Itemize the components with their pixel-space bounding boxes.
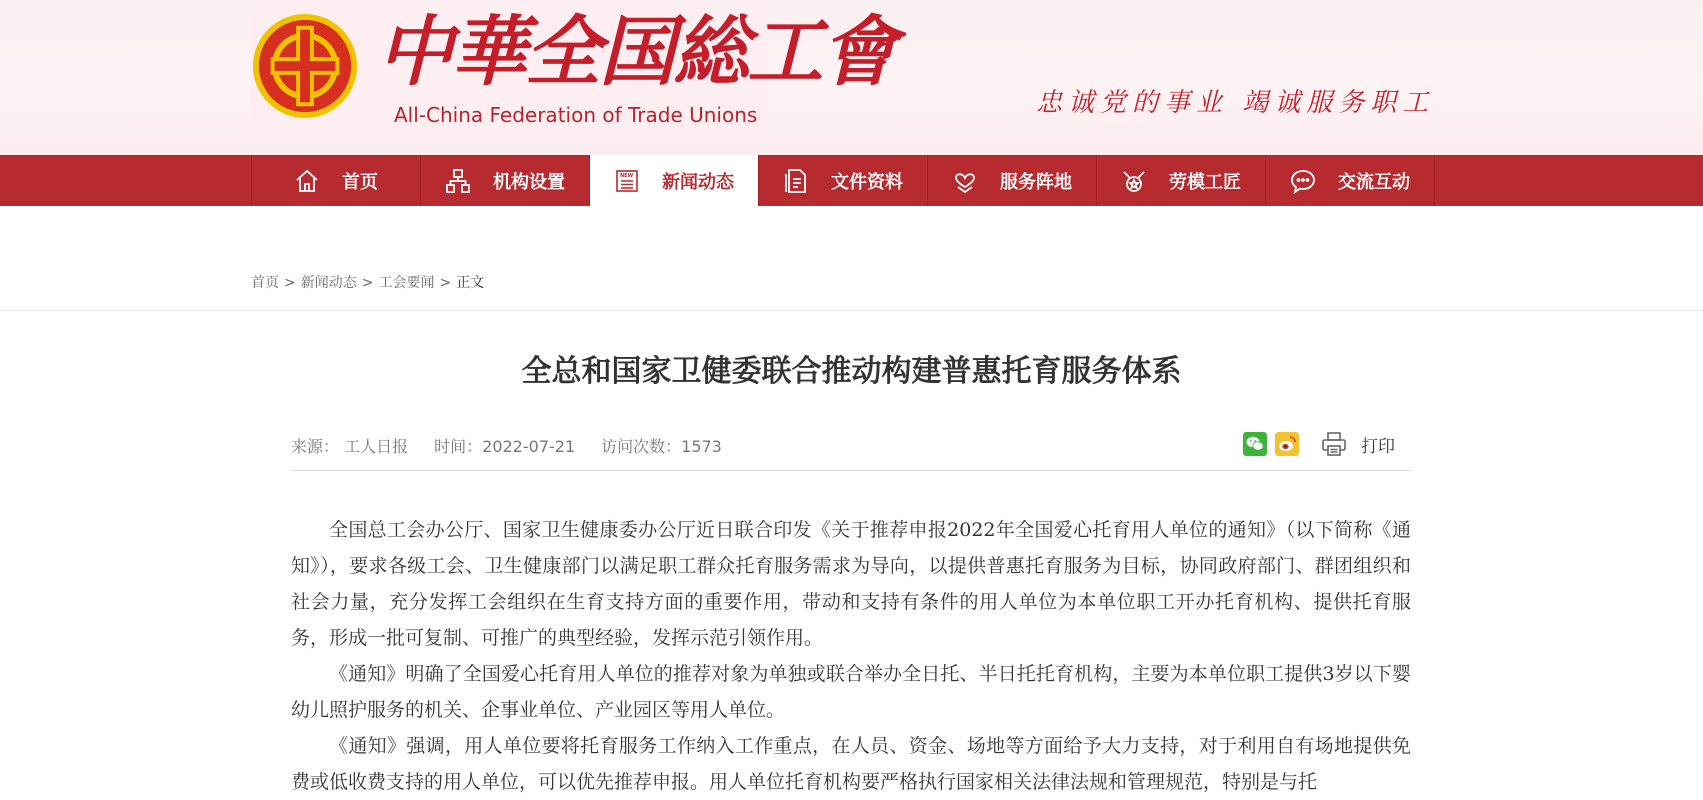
section-divider	[0, 310, 1703, 311]
article-visits	[601, 434, 722, 457]
nav-item-interaction[interactable]	[1266, 155, 1435, 206]
breadcrumb-news[interactable]: 新闻动态	[300, 275, 357, 291]
printer-icon	[1321, 431, 1347, 457]
breadcrumb-current: 正文	[456, 275, 485, 291]
union-emblem-icon	[251, 11, 359, 121]
site-header	[0, 0, 1703, 155]
share-toolbar	[1243, 431, 1395, 457]
nav-label: 新闻动态	[662, 171, 734, 193]
article-meta	[291, 434, 722, 457]
visits-value: 1573	[681, 437, 722, 456]
logo-english-text: All-China Federation of Trade Unions	[394, 103, 758, 127]
nav-label: 机构设置	[493, 171, 565, 193]
visits-label: 访问次数：	[601, 437, 682, 456]
article-paragraph: 全国总工会办公厅、国家卫生健康委办公厅近日联合印发《关于推荐申报2022年全国爱心托育用人单位的通知》（以下简称《通知》），要求各级工会、卫生健康部门以满足职工群众托育服务需求为导向，以提供普惠托育服务为目标，协同政府部门、群团组织和社会力量，充分发挥工会组织在生育支持方面的重要作用，带动和支持有条件的用人单位为本单位职工开办托育机构、提供托育服务，形成一批可复制、可推广的典型经验，发挥示范引领作用。	[291, 519, 1411, 649]
article-title: 全总和国家卫健委联合推动构建普惠托育服务体系	[521, 354, 1182, 389]
nav-item-service[interactable]	[928, 155, 1097, 206]
article-paragraph: 《通知》强调，用人单位要将托育服务工作纳入工作重点，在人员、资金、场地等方面给予大力支持，对于利用自有场地提供免费或低收费支持的用人单位，可以优先推荐申报。用人单位托育机构要严格执行国家相关法律法规和管理规范，特别是与托	[291, 735, 1411, 793]
org-chart-icon	[445, 168, 471, 194]
nav-item-news[interactable]	[590, 155, 759, 206]
breadcrumb-union-news[interactable]: 工会要闻	[378, 275, 435, 291]
meta-divider	[291, 470, 1411, 471]
breadcrumb-separator: >	[361, 275, 374, 291]
news-icon	[614, 168, 640, 194]
chat-icon	[1290, 168, 1316, 194]
time-label: 时间：	[434, 437, 483, 456]
logo-chinese-text: 中華全国総工會	[377, 7, 895, 96]
print-label: 打印	[1361, 436, 1395, 457]
time-value: 2022-07-21	[482, 437, 576, 456]
weibo-share-icon[interactable]	[1275, 432, 1299, 456]
medal-icon	[1121, 168, 1147, 194]
wechat-share-icon[interactable]	[1243, 432, 1267, 456]
main-nav	[0, 155, 1703, 206]
home-icon	[294, 168, 320, 194]
article-source	[291, 434, 408, 457]
nav-item-documents[interactable]	[759, 155, 928, 206]
nav-label: 文件资料	[831, 171, 903, 193]
nav-label: 交流互动	[1338, 171, 1410, 193]
article-time	[434, 434, 575, 457]
heart-hand-icon	[952, 168, 978, 194]
print-button[interactable]	[1321, 431, 1395, 457]
source-label: 来源：	[291, 437, 340, 456]
breadcrumb-separator: >	[439, 275, 452, 291]
site-logo[interactable]	[251, 0, 895, 130]
nav-label: 首页	[342, 171, 378, 193]
article-body	[291, 512, 1411, 800]
source-value: 工人日报	[344, 437, 409, 456]
breadcrumb-separator: >	[284, 275, 296, 291]
nav-item-home[interactable]	[252, 155, 421, 206]
nav-label: 服务阵地	[1000, 171, 1072, 193]
nav-item-model-workers[interactable]	[1097, 155, 1266, 206]
document-icon	[783, 168, 809, 194]
breadcrumb-home[interactable]: 首页	[251, 275, 279, 291]
nav-item-organization[interactable]	[421, 155, 590, 206]
svg-text:NEW: NEW	[620, 172, 634, 179]
breadcrumb	[251, 272, 484, 292]
nav-label: 劳模工匠	[1169, 171, 1241, 193]
article-paragraph: 《通知》明确了全国爱心托育用人单位的推荐对象为单独或联合举办全日托、半日托托育机构，主要为本单位职工提供3岁以下婴幼儿照护服务的机关、企事业单位、产业园区等用人单位。	[291, 663, 1411, 721]
header-slogan: 忠诚党的事业 竭诚服务职工	[1036, 88, 1435, 118]
